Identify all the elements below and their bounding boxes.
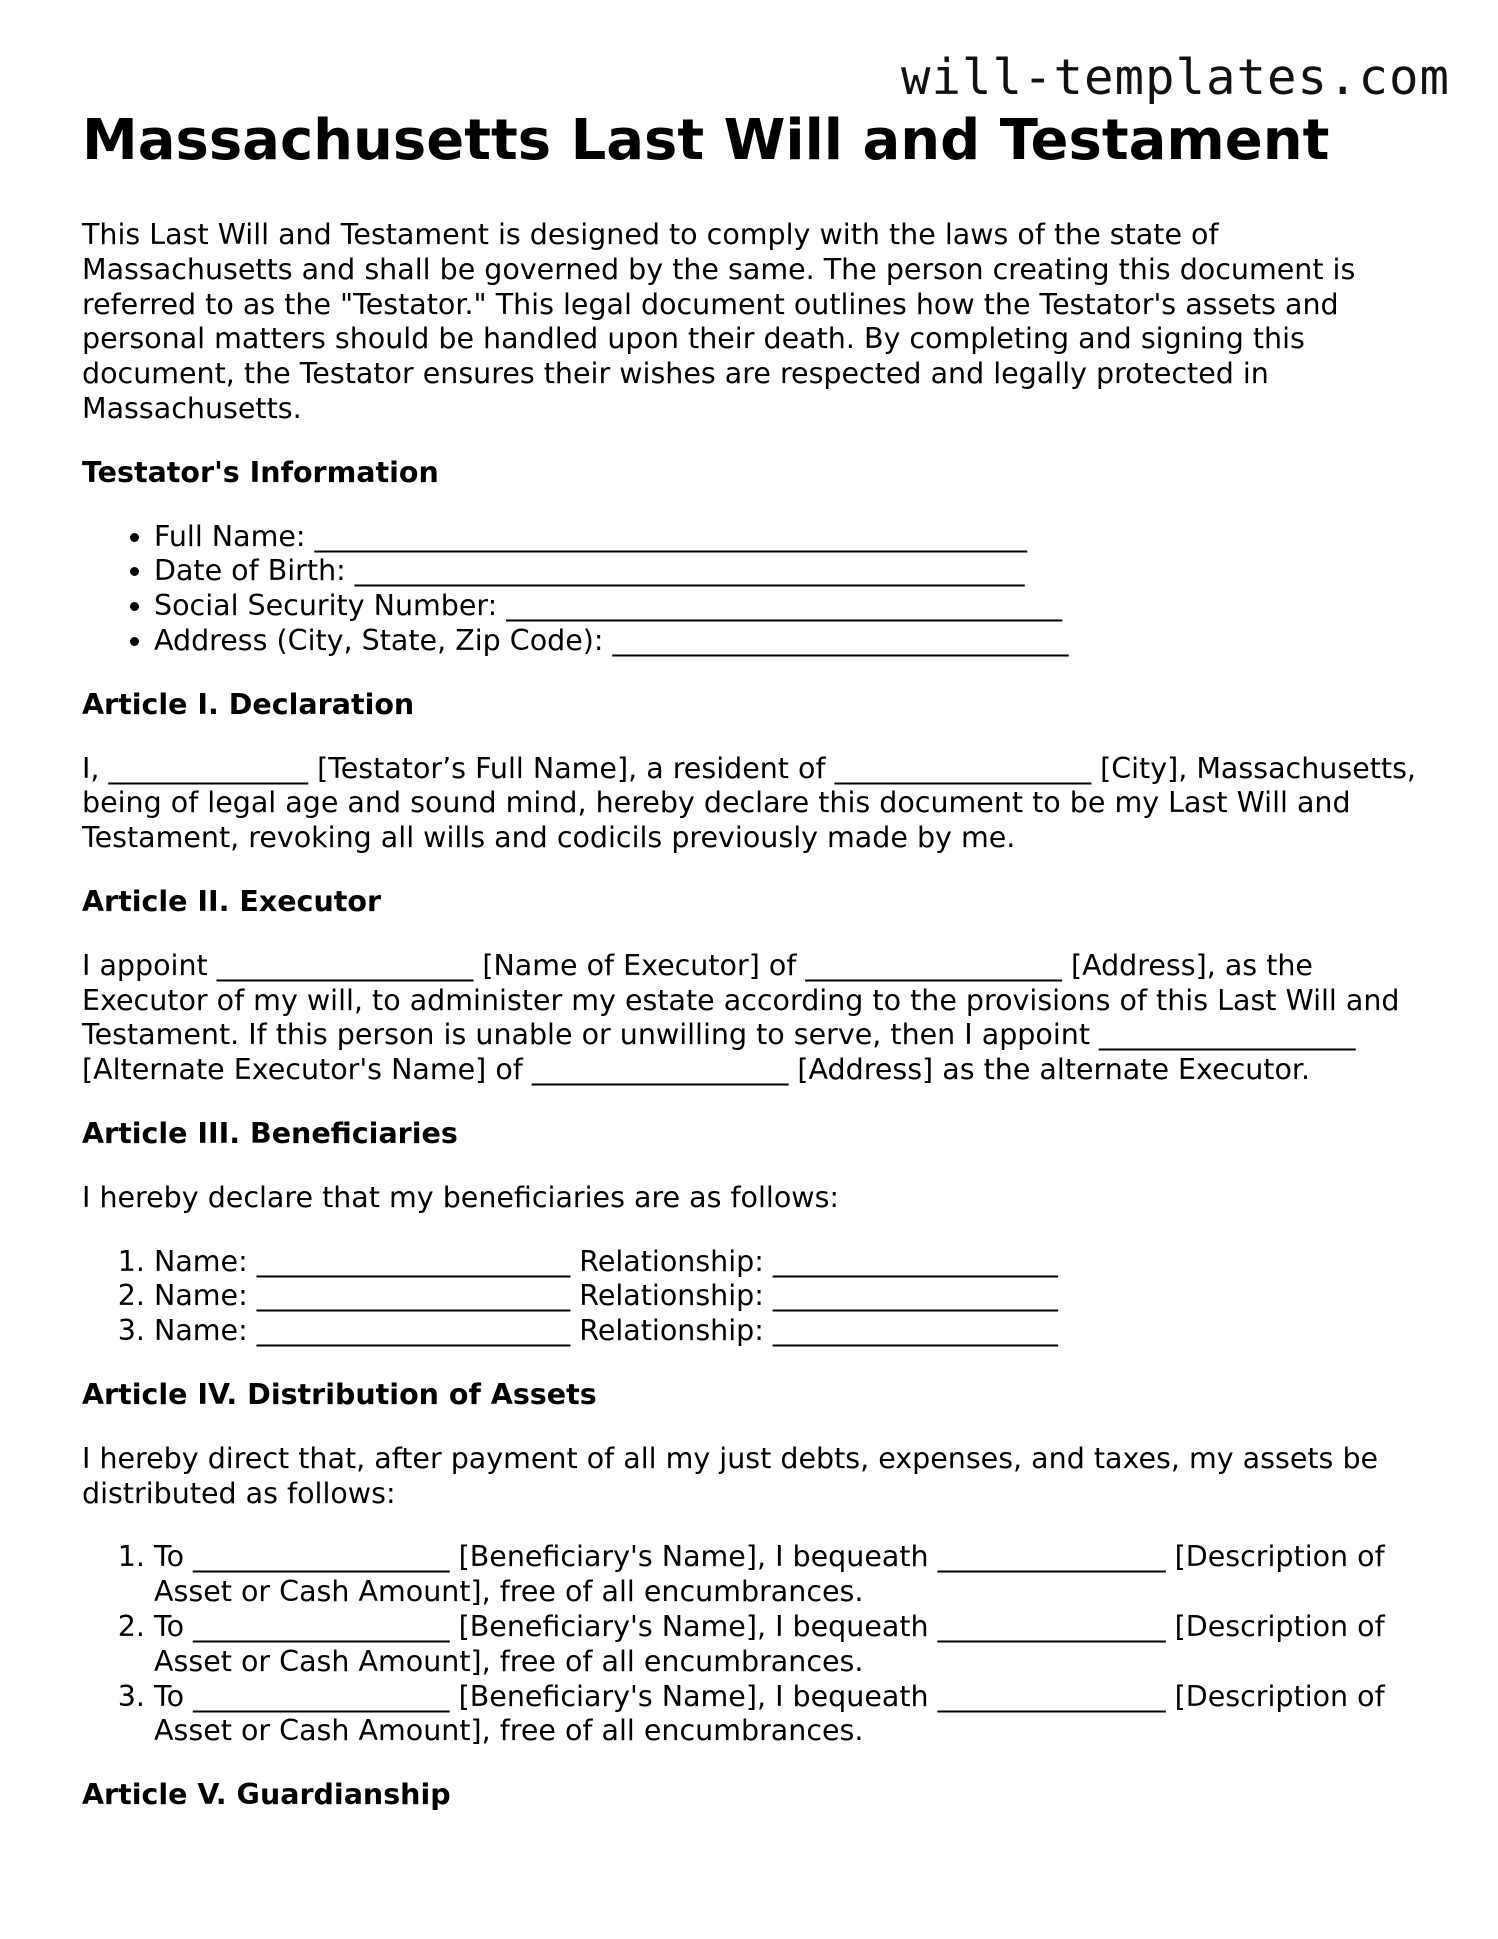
distribution-item: 3. To __________________ [Beneficiary's Name], I bequeath ________________ [Description of Asset or Cash Amount], free of all encumbrances. (154, 1680, 1422, 1750)
article3-heading: Article III. Beneficiaries (82, 1116, 458, 1150)
article4-text: I hereby direct that, after payment of all my just debts, expenses, and taxes, my assets be distributed as follows: (82, 1441, 1379, 1510)
testator-ssn-field: • Social Security Number: _______________________________________ (154, 589, 1422, 624)
article5-heading: Article V. Guardianship (82, 1778, 451, 1812)
article1-text: I, ______________ [Testator’s Full Name], a resident of __________________ [City], Massachusetts, being of legal age and sound mind, hereby declare this document to be my Last Will and Testament, revoking all wills and codicils previously made by me. (82, 751, 1416, 855)
article2-heading: Article II. Executor (82, 884, 381, 918)
article2-text: I appoint __________________ [Name of Executor] of __________________ [Address], as the Executor of my will, to administer my estate according to the provisions of this Last Will and Testament. If this person is unable or unwilling to serve, then I appoint __________________ [Alternate Executor's Name] of __________________ [Address] as the alternate Executor. (82, 948, 1400, 1087)
article4-heading: Article IV. Distribution of Assets (82, 1377, 597, 1411)
article1-heading: Article I. Declaration (82, 687, 415, 721)
beneficiary-item: 2. Name: ______________________ Relationship: ____________________ (154, 1279, 1422, 1314)
site-watermark: will-templates.com (900, 49, 1450, 106)
distribution-item: 1. To __________________ [Beneficiary's Name], I bequeath ________________ [Description of Asset or Cash Amount], free of all encumbrances. (154, 1540, 1422, 1610)
testator-dob-field: • Date of Birth: _______________________________________________ (154, 554, 1422, 589)
intro-paragraph: This Last Will and Testament is designed to comply with the laws of the state of Massachusetts and shall be governed by the same. The person creating this document is referred to as the "Testator." This legal document outlines how the Testator's assets and personal matters should be handled upon their death. By completing and signing this document, the Testator ensures their wishes are respected and legally protected in Massachusetts. (82, 218, 1356, 425)
article3-text: I hereby declare that my beneficiaries are as follows: (82, 1180, 840, 1214)
distribution-list (82, 1540, 1422, 1749)
beneficiaries-list (82, 1245, 1422, 1349)
testator-address-field: • Address (City, State, Zip Code): ________________________________ (154, 624, 1422, 659)
testator-full-name-field: • Full Name: __________________________________________________ (154, 520, 1422, 555)
document-title: Massachusetts Last Will and Testament (82, 108, 1330, 173)
document-body (82, 108, 1422, 1813)
beneficiary-item: 3. Name: ______________________ Relationship: ____________________ (154, 1314, 1422, 1349)
beneficiary-item: 1. Name: ______________________ Relationship: ____________________ (154, 1245, 1422, 1280)
testator-info-heading: Testator's Information (82, 455, 439, 489)
distribution-item: 2. To __________________ [Beneficiary's Name], I bequeath ________________ [Description of Asset or Cash Amount], free of all encumbrances. (154, 1610, 1422, 1680)
testator-info-list (82, 520, 1422, 659)
